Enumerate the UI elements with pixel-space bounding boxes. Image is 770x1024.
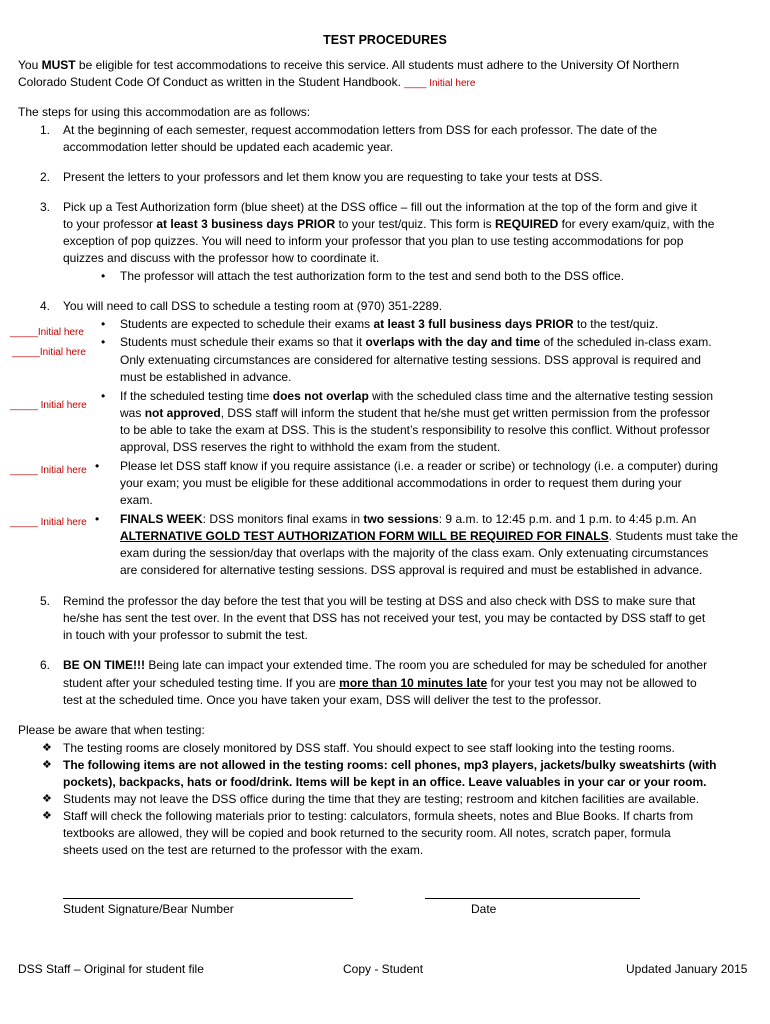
- aware-item: Staff will check the following materials prior to testing: calculators, formula sheets, notes and Blue Books. If charts from: [63, 809, 694, 823]
- step-5-text: in touch with your professor to submit the test.: [63, 628, 308, 642]
- step-5-text: he/she has sent the test over. In the event that DSS has not received your test, you may be contacted by DSS staff to get: [63, 611, 706, 625]
- step-4-bullet: must be established in advance.: [120, 370, 292, 384]
- bullet-icon: •: [101, 269, 106, 283]
- bullet-icon: •: [95, 512, 100, 526]
- signature-line[interactable]: [63, 898, 353, 899]
- step-3-bullet: The professor will attach the test authorization form to the test and send both to the DSS office.: [120, 269, 625, 283]
- step-3-text: to your professor at least 3 business days PRIOR to your test/quiz. This form is REQUIRED for every exam/quiz, with the: [63, 217, 715, 231]
- bullet-icon: •: [101, 389, 106, 403]
- step-4-bullet: FINALS WEEK: DSS monitors final exams in two sessions: 9 a.m. to 12:45 p.m. and 1 p.m. to 4:45 p.m. An: [120, 512, 697, 526]
- step-number: 4.: [40, 299, 51, 313]
- steps-intro: The steps for using this accommodation are as follows:: [18, 105, 311, 119]
- step-4-bullet: to be able to take the exam at DSS. This is the student’s responsibility to resolve this conflict. Without professor: [120, 423, 710, 437]
- step-6-text: student after your scheduled testing time. If you are more than 10 minutes late for your test you may not be allowed to: [63, 676, 697, 690]
- bullet-icon: •: [101, 335, 106, 349]
- diamond-bullet-icon: ❖: [42, 742, 52, 754]
- step-1-text: At the beginning of each semester, request accommodation letters from DSS for each professor. The date of the: [63, 123, 658, 137]
- aware-intro: Please be aware that when testing:: [18, 723, 205, 737]
- date-line[interactable]: [425, 898, 640, 899]
- bullet-icon: •: [95, 459, 100, 473]
- aware-item: pockets), backpacks, hats or food/drink. Items will be kept in an office. Leave valuables in your car or your room.: [63, 775, 707, 789]
- step-4-bullet: was not approved, DSS staff will inform the student that he/she must get written permission from the professor: [120, 406, 711, 420]
- step-number: 5.: [40, 594, 51, 608]
- step-5-text: Remind the professor the day before the test that you will be testing at DSS and also check with DSS to make sure that: [63, 594, 696, 608]
- date-label: Date: [471, 902, 497, 916]
- step-4-bullet: exam.: [120, 493, 153, 507]
- aware-item: The following items are not allowed in the testing rooms: cell phones, mp3 players, jackets/bulky sweatshirts (with: [63, 758, 717, 772]
- step-4-bullet: Please let DSS staff know if you require assistance (i.e. a reader or scribe) or technology (i.e. a computer) during: [120, 459, 719, 473]
- step-number: 6.: [40, 658, 51, 672]
- initial-field[interactable]: _____ Initial here: [10, 517, 87, 528]
- aware-item: The testing rooms are closely monitored by DSS staff. You should expect to see staff looking into the testing rooms.: [63, 741, 675, 755]
- aware-item: textbooks are allowed, they will be copied and book returned to the security room. All notes, scratch paper, formula: [63, 826, 671, 840]
- intro-line-1: You MUST be eligible for test accommodations to receive this service. All students must adhere to the University Of Northern: [18, 58, 680, 72]
- signature-label: Student Signature/Bear Number: [63, 902, 234, 916]
- step-4-bullet: approval, DSS reserves the right to withhold the exam from the student.: [120, 440, 501, 454]
- bullet-icon: •: [101, 317, 106, 331]
- aware-item: Students may not leave the DSS office during the time that they are testing; restroom and kitchen facilities are available.: [63, 792, 700, 806]
- step-number: 3.: [40, 200, 51, 214]
- initial-field[interactable]: ____ Initial here: [404, 78, 476, 89]
- step-6-text: test at the scheduled time. Once you have taken your exam, DSS will deliver the test to the professor.: [63, 693, 602, 707]
- page-title: TEST PROCEDURES: [323, 33, 447, 47]
- step-4-bullet: exam during the session/day that overlaps with the majority of the class exam. Only extenuating circumstances: [120, 546, 709, 560]
- initial-field[interactable]: _____Initial here: [12, 347, 86, 358]
- diamond-bullet-icon: ❖: [42, 759, 52, 771]
- step-3-text: quizzes and discuss with the professor how to coordinate it.: [63, 251, 380, 265]
- step-4-bullet: Students must schedule their exams so that it overlaps with the day and time of the scheduled in-class exam.: [120, 335, 712, 349]
- initial-field[interactable]: _____ Initial here: [10, 400, 87, 411]
- diamond-bullet-icon: ❖: [42, 810, 52, 822]
- step-3-text: Pick up a Test Authorization form (blue sheet) at the DSS office – fill out the information at the top of the form and give it: [63, 200, 697, 214]
- footer-left: DSS Staff – Original for student file: [18, 962, 204, 976]
- aware-item: sheets used on the test are returned to the professor with the exam.: [63, 843, 424, 857]
- footer-right: Updated January 2015: [626, 962, 748, 976]
- step-4-bullet: If the scheduled testing time does not overlap with the scheduled class time and the alternative testing session: [120, 389, 713, 403]
- initial-field[interactable]: _____ Initial here: [10, 465, 87, 476]
- step-2-text: Present the letters to your professors and let them know you are requesting to take your tests at DSS.: [63, 170, 603, 184]
- initial-field[interactable]: _____Initial here: [10, 327, 84, 338]
- step-number: 2.: [40, 170, 51, 184]
- step-6-text: BE ON TIME!!! Being late can impact your extended time. The room you are scheduled for may be scheduled for another: [63, 658, 708, 672]
- step-3-text: exception of pop quizzes. You will need to inform your professor that you plan to use testing accommodations for pop: [63, 234, 684, 248]
- step-4-text: You will need to call DSS to schedule a testing room at (970) 351-2289.: [63, 299, 443, 313]
- step-4-bullet: ALTERNATIVE GOLD TEST AUTHORIZATION FORM WILL BE REQUIRED FOR FINALS. Students must take the: [120, 529, 739, 543]
- step-number: 1.: [40, 123, 51, 137]
- step-1-text: accommodation letter should be updated each academic year.: [63, 140, 394, 154]
- diamond-bullet-icon: ❖: [42, 793, 52, 805]
- footer-center: Copy - Student: [343, 962, 424, 976]
- step-4-bullet: Only extenuating circumstances are considered for alternative testing sessions. DSS approval is required and: [120, 353, 701, 367]
- step-4-bullet: Students are expected to schedule their exams at least 3 full business days PRIOR to the test/quiz.: [120, 317, 659, 331]
- step-4-bullet: your exam; you must be eligible for these additional accommodations in order to request them during your: [120, 476, 682, 490]
- intro-line-2: Colorado Student Code Of Conduct as written in the Student Handbook. ____ Initial here: [18, 75, 476, 89]
- step-4-bullet: are considered for alternative testing sessions. DSS approval is required and must be established in advance.: [120, 563, 703, 577]
